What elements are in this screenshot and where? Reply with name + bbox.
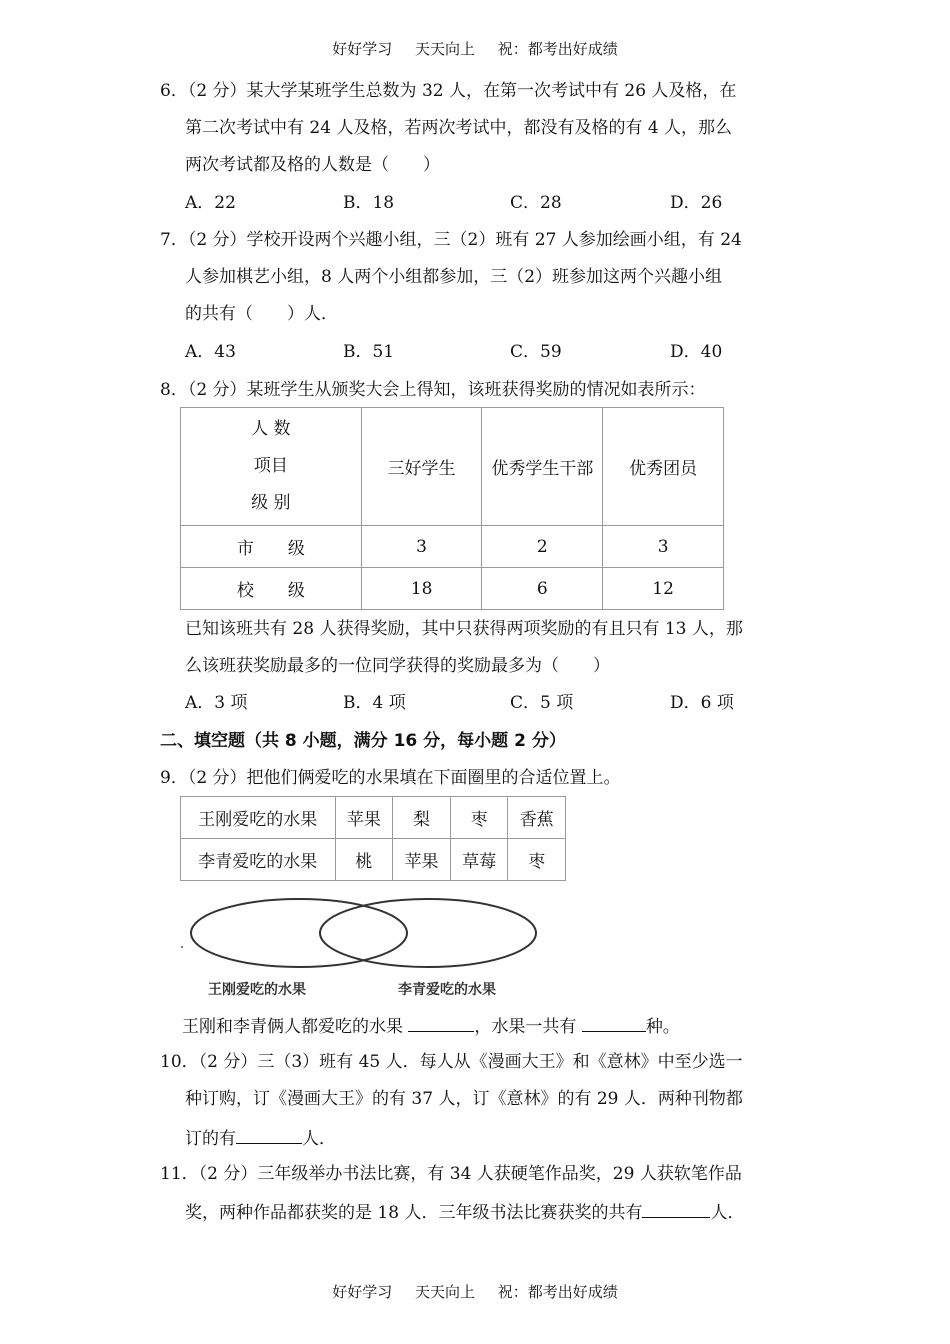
fill-text: 王刚和李青俩人都爱吃的水果 <box>182 1017 409 1037</box>
answer-blank[interactable] <box>642 1199 710 1218</box>
fill-text: 订的有 <box>185 1129 236 1149</box>
question-text: 7．（2 分）学校开设两个兴趣小组，三（2）班有 27 人参加绘画小组，有 24 <box>160 230 742 250</box>
question-text <box>185 1125 336 1151</box>
question-text: 10．（2 分）三（3）班有 45 人．每人从《漫画大王》和《意林》中至少选一 <box>160 1052 743 1072</box>
option-c[interactable]: C．59 <box>510 342 562 362</box>
table-cell: 苹果 <box>393 839 451 881</box>
option-d[interactable]: D．26 <box>670 193 723 213</box>
table-cell: 桃 <box>335 839 393 881</box>
option-a[interactable]: A．22 <box>185 193 236 213</box>
venn-diagram <box>175 895 545 980</box>
venn-right-circle[interactable] <box>320 899 536 967</box>
corner-line: 级 别 <box>251 493 291 513</box>
corner-line: 人 数 <box>251 419 291 439</box>
dot-mark <box>181 946 183 948</box>
page-header <box>0 38 950 59</box>
venn-right-label: 李青爱吃的水果 <box>398 982 496 998</box>
footer-part: 好好学习 <box>332 1283 393 1301</box>
answer-blank[interactable] <box>236 1125 302 1144</box>
table-cell: 18 <box>361 568 482 610</box>
footer-part: 祝：都考出好成绩 <box>497 1283 618 1301</box>
question-text <box>185 1199 744 1225</box>
header-part: 祝：都考出好成绩 <box>497 40 618 58</box>
fill-text: 人． <box>302 1129 336 1149</box>
option-b[interactable]: B．18 <box>343 193 395 213</box>
award-table <box>180 407 724 610</box>
table-row <box>181 797 566 839</box>
question-text: 两次考试都及格的人数是（ ） <box>185 155 440 175</box>
option-d[interactable]: D．6 项 <box>670 693 734 713</box>
footer-part: 天天向上 <box>414 1283 475 1301</box>
table-cell: 苹果 <box>335 797 393 839</box>
table-cell: 枣 <box>450 797 508 839</box>
question-text: 8．（2 分）某班学生从颁奖大会上得知，该班获得奖励的情况如表所示： <box>160 380 706 400</box>
question-text: 9．（2 分）把他们俩爱吃的水果填在下面圈里的合适位置上。 <box>160 768 621 788</box>
table-cell: 6 <box>482 568 603 610</box>
option-a[interactable]: A．3 项 <box>185 693 248 713</box>
column-header: 优秀团员 <box>603 408 724 526</box>
fill-text: ，水果一共有 <box>474 1017 582 1037</box>
venn-left-circle[interactable] <box>191 899 407 967</box>
table-cell: 草莓 <box>450 839 508 881</box>
question-text: 的共有（ ）人． <box>185 304 338 324</box>
fill-sentence <box>182 1013 680 1039</box>
question-text: 第二次考试中有 24 人及格，若两次考试中，都没有及格的有 4 人，那么 <box>185 118 733 138</box>
question-text: 么该班获奖励最多的一位同学获得的奖励最多为（ ） <box>185 656 610 676</box>
corner-line: 项目 <box>253 456 288 476</box>
fill-text: 种。 <box>645 1017 680 1037</box>
venn-left-label: 王刚爱吃的水果 <box>208 982 306 998</box>
fill-text: 人． <box>710 1203 745 1223</box>
table-cell: 12 <box>603 568 724 610</box>
option-a[interactable]: A．43 <box>185 342 236 362</box>
table-cell: 2 <box>482 526 603 568</box>
option-c[interactable]: C．5 项 <box>510 693 574 713</box>
column-header: 三好学生 <box>361 408 482 526</box>
table-cell: 3 <box>361 526 482 568</box>
section-title: 二、填空题（共 8 小题，满分 16 分，每小题 2 分） <box>160 731 566 751</box>
header-part: 天天向上 <box>414 40 475 58</box>
table-cell: 梨 <box>393 797 451 839</box>
option-b[interactable]: B．51 <box>343 342 395 362</box>
question-text: 已知该班共有 28 人获得奖励，其中只获得两项奖励的有且只有 13 人，那 <box>185 619 743 639</box>
question-text: 种订购，订《漫画大王》的有 37 人，订《意林》的有 29 人．两种刊物都 <box>185 1089 743 1109</box>
row-label: 李青爱吃的水果 <box>181 839 336 881</box>
corner-cell <box>181 408 362 526</box>
question-text: 11．（2 分）三年级举办书法比赛，有 34 人获硬笔作品奖，29 人获软笔作品 <box>160 1164 742 1184</box>
row-label: 市 级 <box>181 526 362 568</box>
column-header: 优秀学生干部 <box>482 408 603 526</box>
table-cell: 香蕉 <box>508 797 566 839</box>
table-cell: 3 <box>603 526 724 568</box>
table-row <box>181 839 566 881</box>
option-d[interactable]: D．40 <box>670 342 723 362</box>
question-text: 人参加棋艺小组，8 人两个小组都参加，三（2）班参加这两个兴趣小组 <box>185 267 723 287</box>
table-row <box>181 568 724 610</box>
answer-blank-2[interactable] <box>582 1013 646 1032</box>
option-c[interactable]: C．28 <box>510 193 562 213</box>
answer-blank-1[interactable] <box>408 1013 474 1032</box>
row-label: 王刚爱吃的水果 <box>181 797 336 839</box>
page-footer <box>0 1281 950 1302</box>
table-row <box>181 526 724 568</box>
header-part: 好好学习 <box>332 40 393 58</box>
fruit-table <box>180 796 566 881</box>
table-cell: 枣 <box>508 839 566 881</box>
question-text: 6．（2 分）某大学某班学生总数为 32 人，在第一次考试中有 26 人及格，在 <box>160 81 737 101</box>
fill-text: 奖，两种作品都获奖的是 18 人．三年级书法比赛获奖的共有 <box>185 1203 643 1223</box>
row-label: 校 级 <box>181 568 362 610</box>
option-b[interactable]: B．4 项 <box>343 693 406 713</box>
